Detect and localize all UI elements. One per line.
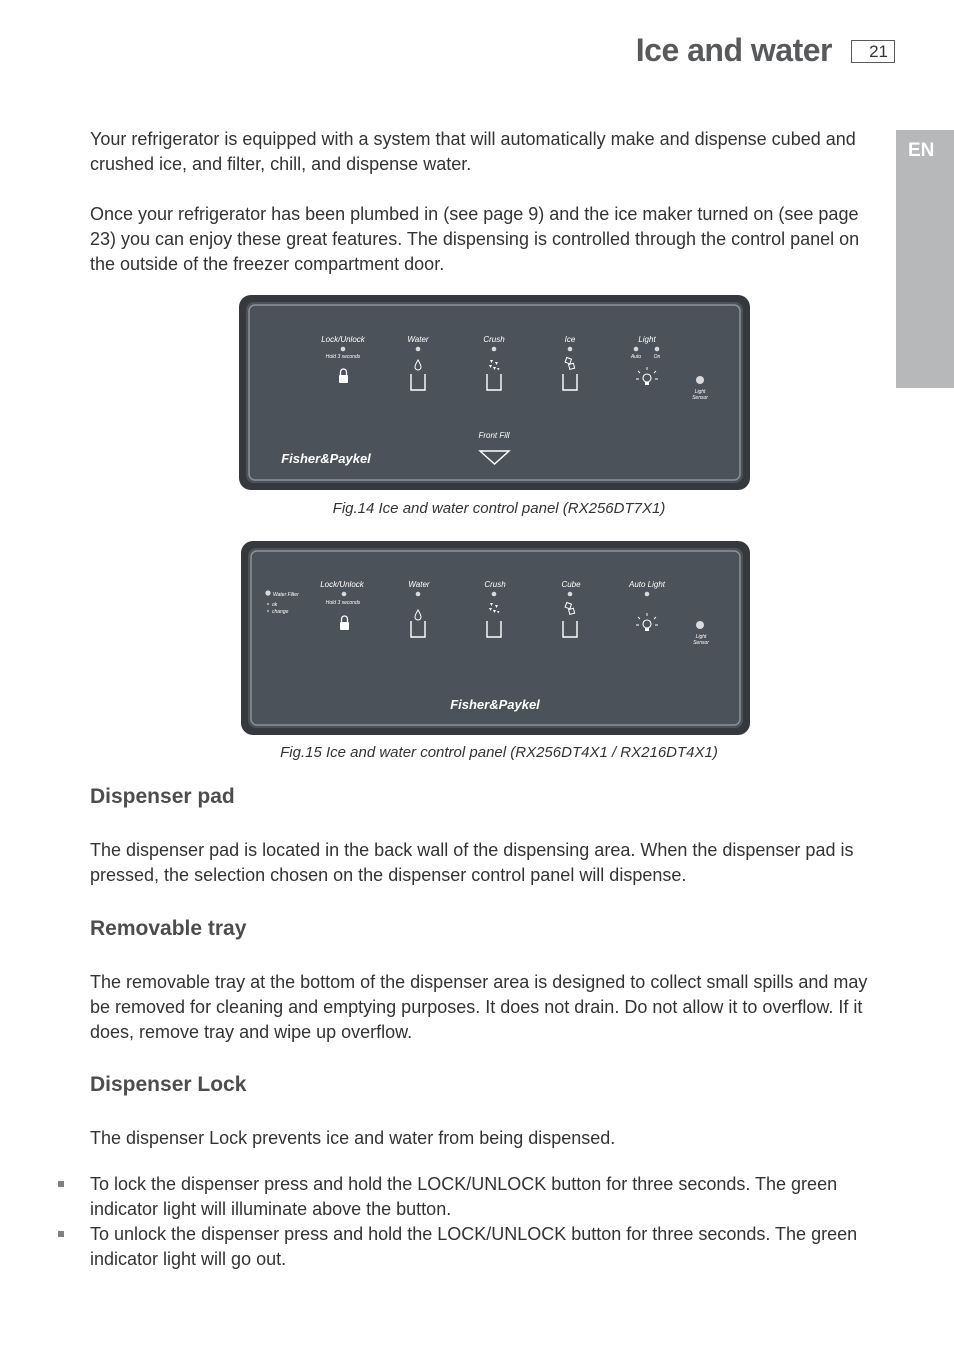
figure-14-caption: Fig.14 Ice and water control panel (RX256DT7X1) — [332, 500, 666, 517]
auto-light-label: Auto Light — [628, 580, 666, 589]
control-panel-figure-15 — [240, 540, 751, 736]
dispenser-lock-heading: Dispenser Lock — [90, 1073, 247, 1096]
light-auto-label: Auto — [630, 354, 642, 360]
unlock-instruction-item: To unlock the dispenser press and hold the LOCK/UNLOCK button for three seconds. The green indicator light will go out. — [90, 1224, 858, 1269]
lock-indicator-light — [342, 592, 347, 597]
bullet-marker — [58, 1181, 64, 1187]
light-label: Light — [638, 335, 656, 344]
filter-ok-label: ok — [272, 602, 278, 608]
filter-change-label: change — [272, 609, 289, 615]
bullet-marker — [58, 1231, 64, 1237]
hold-seconds-label: Hold 3 seconds — [325, 600, 361, 606]
crush-indicator-light — [492, 347, 497, 352]
removable-tray-text: The removable tray at the bottom of the dispenser area is designed to collect small spills and may be removed for cleaning and emptying purposes. It does not drain. Do not allow it to overflow. If it does, remove tray and wipe up overflow. — [90, 972, 868, 1042]
brand-logo: Fisher&Paykel — [281, 451, 371, 466]
light-sensor-label-1: Light — [695, 634, 707, 640]
auto-light-indicator — [645, 592, 650, 597]
water-indicator-light — [416, 592, 421, 597]
page-number: 21 — [851, 40, 895, 63]
filter-ok-dot — [267, 603, 269, 605]
ice-label: Ice — [564, 335, 576, 344]
page-title: Ice and water — [635, 32, 832, 68]
hold-seconds-label: Hold 3 seconds — [325, 354, 361, 360]
lock-unlock-label: Lock/Unlock — [321, 335, 365, 344]
water-filter-indicator — [265, 590, 270, 595]
control-panel-figure-14 — [238, 294, 751, 491]
removable-tray-heading: Removable tray — [90, 917, 247, 940]
lock-indicator-light — [341, 347, 346, 352]
light-sensor-label-2: Sensor — [692, 395, 708, 401]
water-label: Water — [408, 580, 430, 589]
light-on-label: On — [653, 354, 661, 360]
brand-logo: Fisher&Paykel — [450, 697, 540, 712]
intro-paragraph-1: Your refrigerator is equipped with a system that will automatically make and dispense cubed and crushed ice, and filter, chill, and dispense water. — [90, 129, 856, 174]
light-sensor — [696, 376, 704, 384]
language-tab-label: EN — [908, 140, 935, 161]
figure-15-caption: Fig.15 Ice and water control panel (RX256DT4X1 / RX216DT4X1) — [280, 744, 718, 761]
water-label: Water — [407, 335, 429, 344]
ice-indicator-light — [568, 347, 573, 352]
light-sensor-label-2: Sensor — [693, 640, 709, 646]
dispenser-pad-heading: Dispenser pad — [90, 785, 235, 808]
language-tab — [896, 130, 954, 388]
lock-unlock-label: Lock/Unlock — [320, 580, 364, 589]
cube-indicator-light — [568, 592, 573, 597]
crush-indicator-light — [492, 592, 497, 597]
light-sensor-label-1: Light — [694, 389, 706, 395]
filter-change-dot — [267, 610, 269, 612]
intro-paragraph-2: Once your refrigerator has been plumbed in (see page 9) and the ice maker turned on (see page 23) you can enjoy these great features. The dispensing is controlled through the control panel on the outside of the freezer compartment door. — [90, 204, 860, 274]
dispenser-lock-text: The dispenser Lock prevents ice and water from being dispensed. — [90, 1128, 616, 1148]
lock-instruction-item: To lock the dispenser press and hold the LOCK/UNLOCK button for three seconds. The green indicator light will illuminate above the button. — [90, 1174, 838, 1219]
dispenser-pad-text: The dispenser pad is located in the back wall of the dispensing area. When the dispenser pad is pressed, the selection chosen on the dispenser control panel will dispense. — [90, 840, 854, 885]
crush-label: Crush — [484, 580, 506, 589]
light-on-indicator — [655, 347, 660, 352]
cube-label: Cube — [561, 580, 581, 589]
water-indicator-light — [416, 347, 421, 352]
front-fill-label: Front Fill — [478, 431, 510, 440]
light-auto-indicator — [634, 347, 639, 352]
light-sensor — [696, 621, 704, 629]
water-filter-label: Water Filter — [273, 592, 299, 598]
crush-label: Crush — [483, 335, 505, 344]
